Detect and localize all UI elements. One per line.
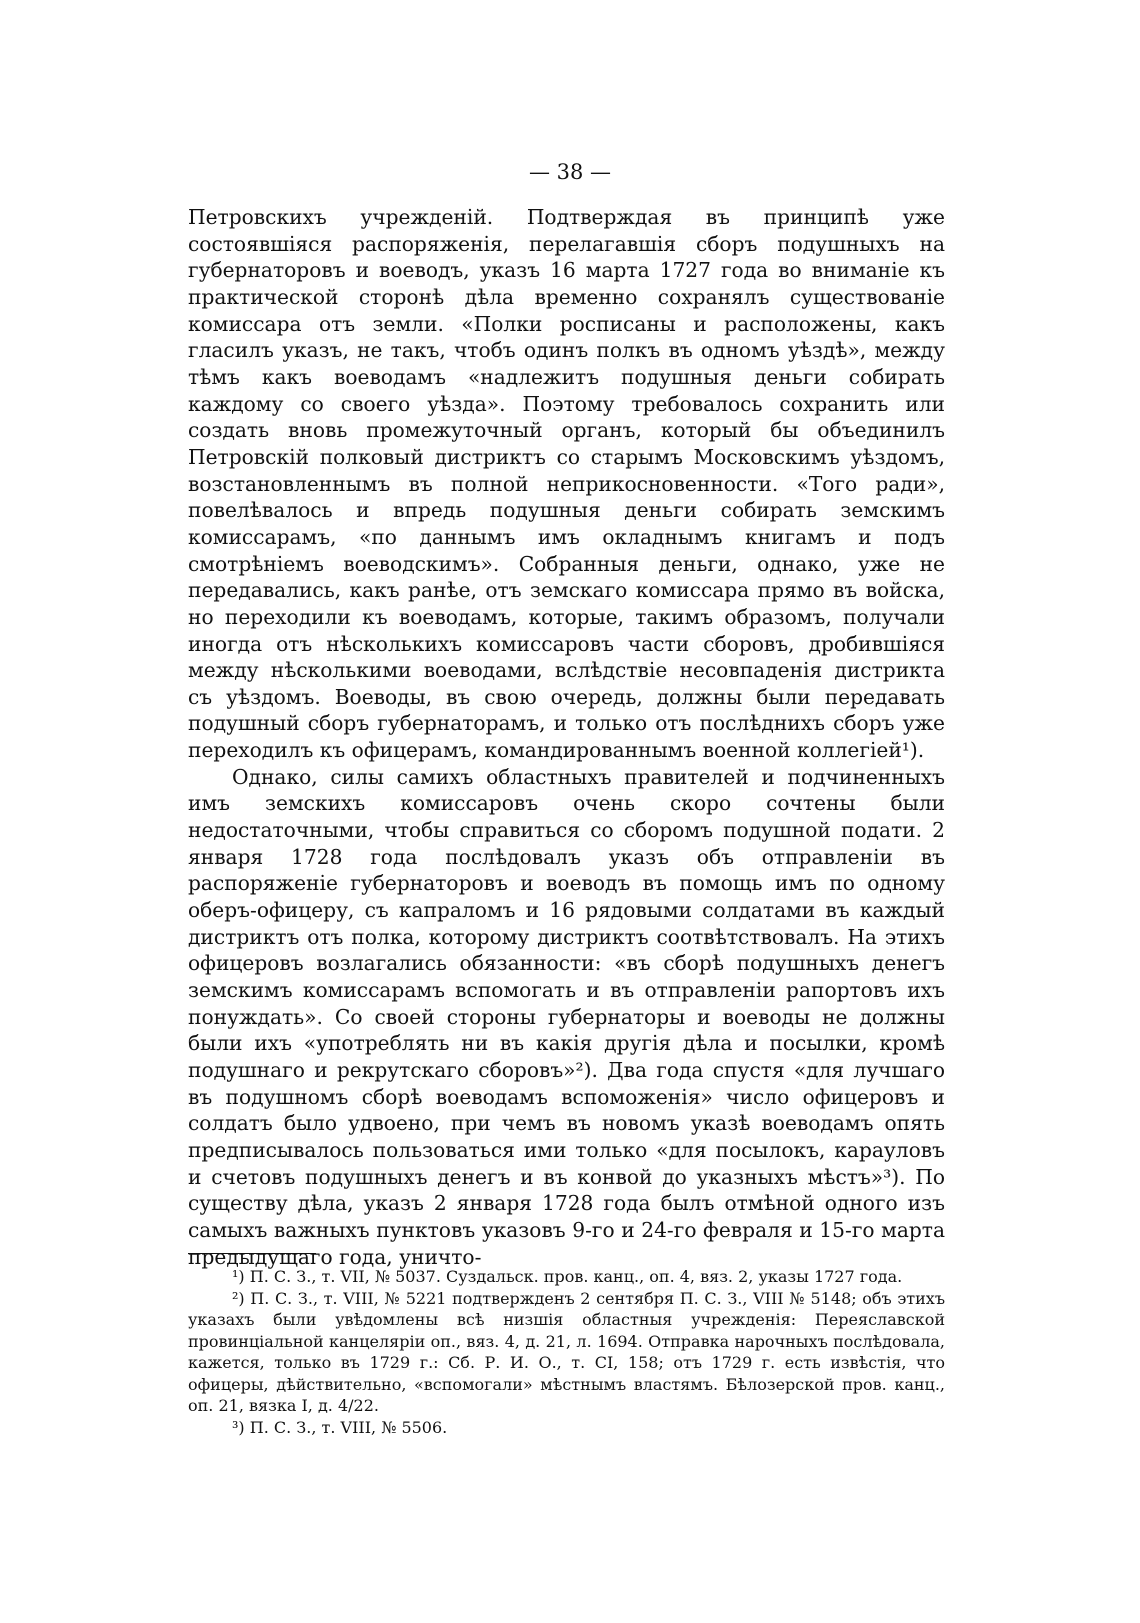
paragraph-2: Однако, силы самихъ областныхъ правителей и подчиненныхъ имъ земскихъ комиссаровъ очень скоро сочтены были недостаточными, чтобы справиться со сборомъ подушной подати. 2 января 1728 года послѣдовалъ указъ объ отправленіи въ распоряженіе губернаторовъ и воеводъ въ помощь имъ по одному оберъ-офицеру, съ капраломъ и 16 рядовыми солдатами въ каждый дистриктъ отъ полка, которому дистриктъ соотвѣтствовалъ. На этихъ офицеровъ возлагались обязанности: «въ сборѣ подушныхъ денегъ земскимъ комиссарамъ вспомогать и въ отправленіи рапортовъ ихъ понуждать». Со своей стороны губернаторы и воеводы не должны были ихъ «употреблять ни въ какія другія дѣла и посылки, кромѣ подушнаго и рекрутскаго сборовъ»²). Два года спустя «для лучшаго въ подушномъ сборѣ воеводамъ вспоможенія» число офицеровъ и солдатъ было удвоено, при чемъ въ новомъ указѣ воеводамъ опять предписывалось пользоваться ими только «для посылокъ, карауловъ и счетовъ подушныхъ денегъ и въ конвой до указныхъ мѣстъ»³). По существу дѣла, указъ 2 января 1728 года былъ отмѣной одного изъ самыхъ важныхъ пунктовъ указовъ 9-го и 24-го февраля и 15-го марта предыдущаго года, уничто-: [188, 764, 945, 1269]
paragraph-1: Петровскихъ учрежденій. Подтверждая въ принципѣ уже состоявшіяся распоряженія, перелагавшія сборъ подушныхъ на губернаторовъ и воеводъ, указъ 16 марта 1727 года во вниманіе къ практической сторонѣ дѣла временно сохранялъ существованіе комиссара отъ земли. «Полки росписаны и расположены, какъ гласилъ указъ, не такъ, чтобъ одинъ полкъ въ одномъ уѣздѣ», между тѣмъ какъ воеводамъ «надлежитъ подушныя деньги собирать каждому со своего уѣзда». Поэтому требовалось сохранить или создать вновь промежуточный органъ, который бы объединилъ Петровскій полковый дистриктъ со старымъ Московскимъ уѣздомъ, возстановленнымъ въ полной неприкосновенности. «Того ради», повелѣвалось и впредь подушныя деньги собирать земскимъ комиссарамъ, «по даннымъ имъ окладнымъ книгамъ и подъ смотрѣніемъ воеводскимъ». Собранныя деньги, однако, уже не передавались, какъ ранѣе, отъ земскаго комиссара прямо въ войска, но переходили къ воеводамъ, которые, такимъ образомъ, получали иногда отъ нѣсколькихъ комиссаровъ части сборовъ, дробившіяся между нѣсколькими воеводами, вслѣдствіе несовпаденія дистрикта съ уѣздомъ. Воеводы, въ свою очередь, должны были передавать подушный сборъ губернаторамъ, и только отъ послѣднихъ сборъ уже переходилъ къ офицерамъ, командированнымъ военной коллегіей¹).: [188, 205, 945, 763]
footnote-separator: [188, 1253, 316, 1254]
footnote-3: ³) П. С. З., т. VIII, № 5506.: [232, 1417, 448, 1437]
page-number: — 38 —: [528, 160, 612, 184]
main-text: [188, 204, 945, 1270]
footnotes: [188, 1266, 945, 1438]
footnote-2: ²) П. С. З., т. VIII, № 5221 подтвержденъ 2 сентября П. С. З., VIII № 5148; объ этихъ указахъ были увѣдомлены всѣ низшія областныя учрежденія: Переяславской провинціальной канцеляріи оп., вяз. 4, д. 21, л. 1694. Отправка нарочныхъ послѣдовала, кажется, только въ 1729 г.: Сб. Р. И. О., т. CI, 158; отъ 1729 г. есть извѣстія, что офицеры, дѣйствительно, «вспомогали» мѣстнымъ властямъ. Бѣлозерской пров. канц., оп. 21, вязка I, д. 4/22.: [188, 1288, 945, 1415]
footnote-1: ¹) П. С. З., т. VII, № 5037. Суздальск. пров. канц., оп. 4, вяз. 2, указы 1727 года.: [232, 1267, 903, 1286]
